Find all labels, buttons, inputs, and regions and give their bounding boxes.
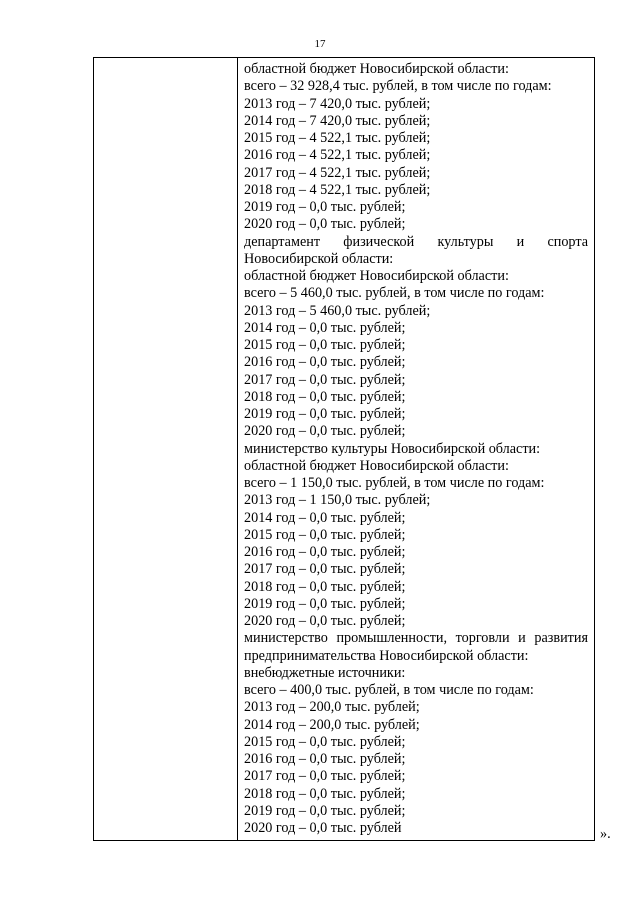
text-line: внебюджетные источники: [244, 664, 406, 681]
text-line: 2013 год – 7 420,0 тыс. рублей; [244, 95, 431, 112]
text-line: 2016 год – 4 522,1 тыс. рублей; [244, 147, 431, 164]
text-line: 2013 год – 200,0 тыс. рублей; [244, 699, 420, 716]
text-line: 2015 год – 0,0 тыс. рублей; [244, 526, 406, 543]
text-line: 2020 год – 0,0 тыс. рублей; [244, 423, 406, 440]
text-line: министерство промышленности, торговли и развития [244, 630, 588, 647]
text-line: 2014 год – 200,0 тыс. рублей; [244, 716, 420, 733]
text-line: 2019 год – 0,0 тыс. рублей; [244, 595, 406, 612]
page-number: 17 [314, 38, 326, 50]
text-line: Новосибирской области: [244, 250, 394, 267]
document-table [93, 57, 595, 841]
text-line: 2018 год – 0,0 тыс. рублей; [244, 388, 406, 405]
column-divider [237, 58, 238, 840]
text-line: всего – 1 150,0 тыс. рублей, в том числе по годам: [244, 475, 545, 491]
text-line: 2014 год – 7 420,0 тыс. рублей; [244, 112, 431, 129]
text-line: 2016 год – 0,0 тыс. рублей; [244, 354, 406, 371]
text-line: 2015 год – 4 522,1 тыс. рублей; [244, 130, 431, 146]
text-line: 2013 год – 5 460,0 тыс. рублей; [244, 302, 431, 319]
text-line: всего – 400,0 тыс. рублей, в том числе по годам: [244, 682, 534, 698]
text-line: 2019 год – 0,0 тыс. рублей; [244, 199, 406, 215]
closing-quote: ». [600, 826, 611, 842]
text-line: 2015 год – 0,0 тыс. рублей; [244, 733, 406, 750]
text-line: 2020 год – 0,0 тыс. рублей; [244, 216, 406, 233]
text-line: 2017 год – 0,0 тыс. рублей; [244, 561, 406, 578]
text-line: 2017 год – 0,0 тыс. рублей; [244, 768, 406, 785]
text-line: предпринимательства Новосибирской области: [244, 647, 529, 664]
text-line: областной бюджет Новосибирской области: [244, 457, 509, 474]
text-line: всего – 5 460,0 тыс. рублей, в том числе по годам: [244, 285, 545, 302]
text-line: 2020 год – 0,0 тыс. рублей; [244, 613, 406, 629]
text-line: 2018 год – 0,0 тыс. рублей; [244, 578, 406, 595]
text-line: всего – 32 928,4 тыс. рублей, в том числе по годам: [244, 78, 552, 95]
text-line: 2019 год – 0,0 тыс. рублей; [244, 802, 406, 819]
text-line: 2016 год – 0,0 тыс. рублей; [244, 544, 406, 560]
text-line: 2018 год – 4 522,1 тыс. рублей; [244, 181, 431, 198]
text-line: департамент физической культуры и спорта [244, 233, 588, 250]
text-line: 2018 год – 0,0 тыс. рублей; [244, 785, 406, 802]
text-line: 2019 год – 0,0 тыс. рублей; [244, 406, 406, 422]
text-line: 2014 год – 0,0 тыс. рублей; [244, 509, 406, 526]
text-line: 2014 год – 0,0 тыс. рублей; [244, 319, 406, 336]
text-line: 2016 год – 0,0 тыс. рублей; [244, 751, 406, 767]
text-line: 2020 год – 0,0 тыс. рублей [244, 820, 402, 836]
text-line: министерство культуры Новосибирской области: [244, 440, 541, 457]
text-line: областной бюджет Новосибирской области: [244, 61, 509, 77]
text-line: областной бюджет Новосибирской области: [244, 268, 509, 284]
text-line: 2017 год – 0,0 тыс. рублей; [244, 371, 406, 388]
text-line: 2015 год – 0,0 тыс. рублей; [244, 337, 406, 353]
text-line: 2013 год – 1 150,0 тыс. рублей; [244, 492, 431, 509]
funding-text-cell [244, 61, 588, 837]
text-line: 2017 год – 4 522,1 тыс. рублей; [244, 164, 431, 181]
